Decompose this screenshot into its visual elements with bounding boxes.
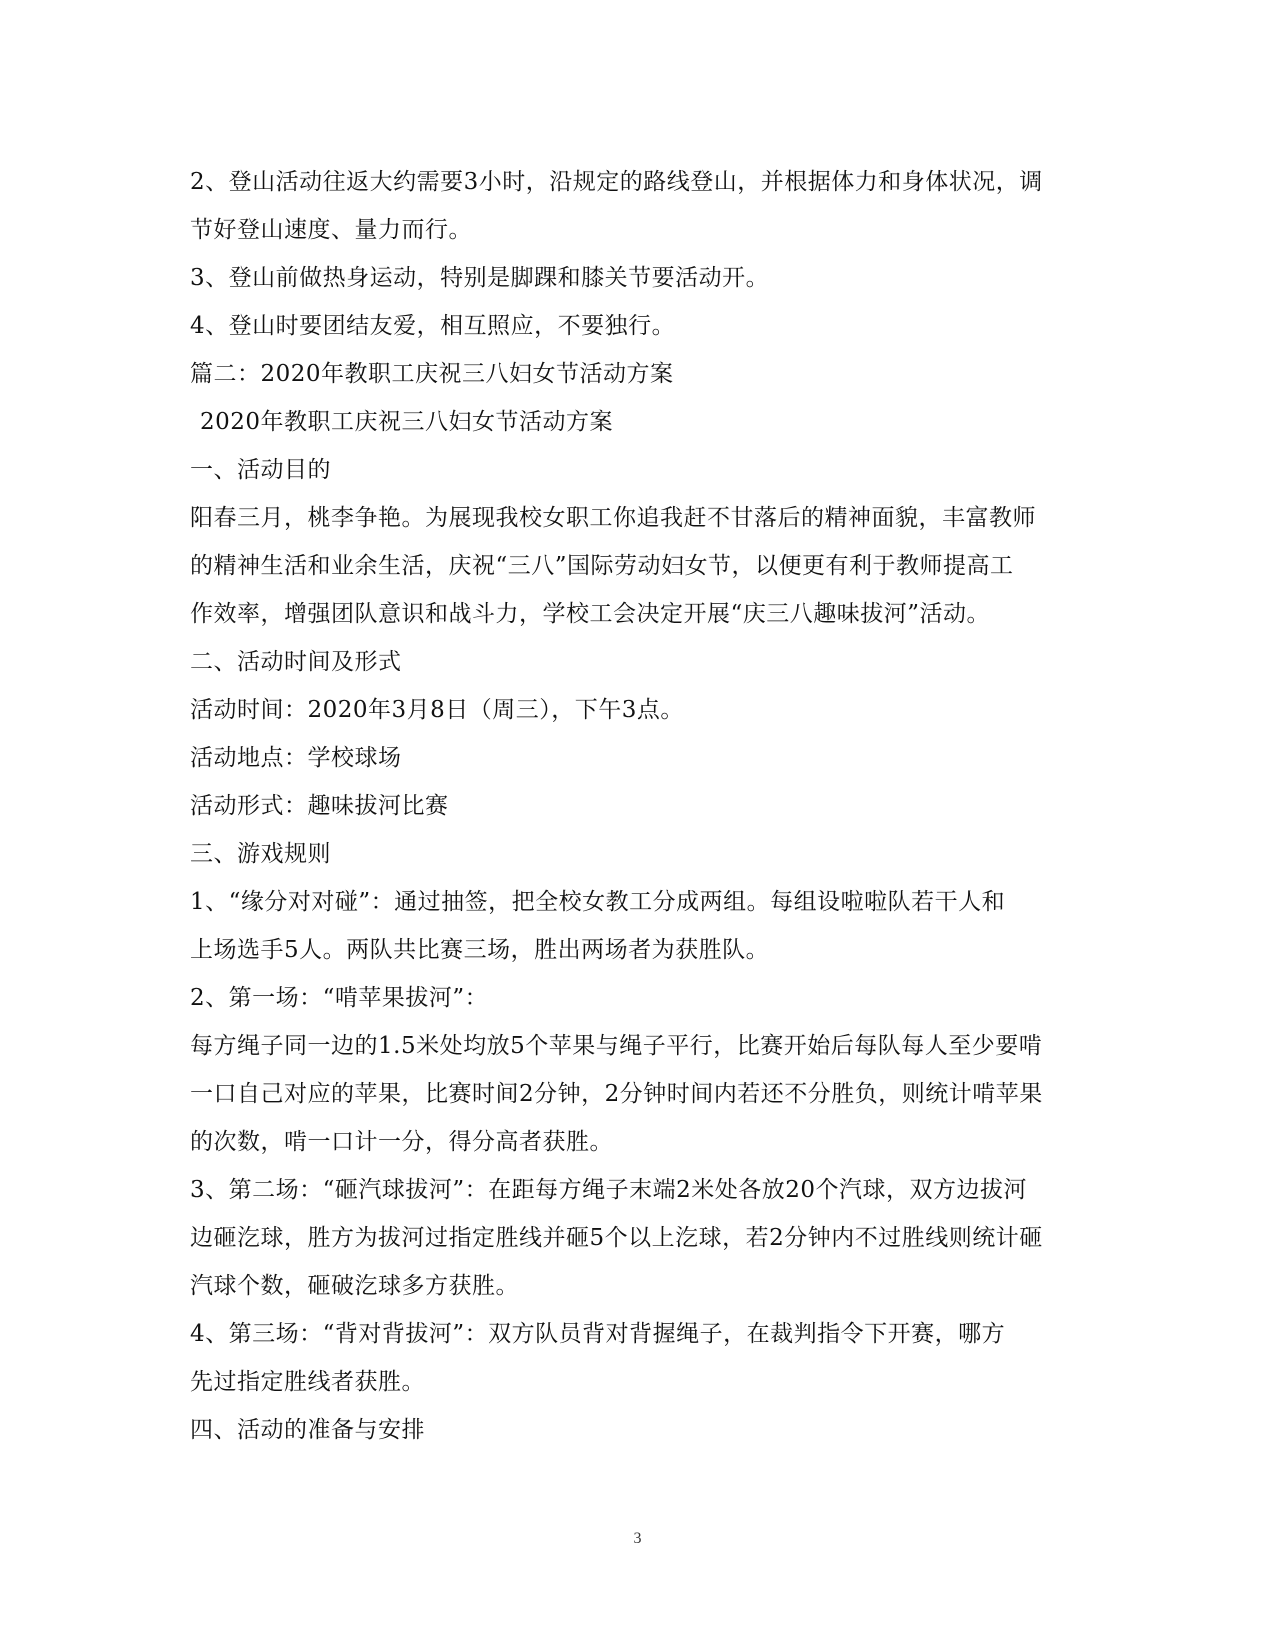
paragraph-line: 的精神生活和业余生活，庆祝“三八”国际劳动妇女节，以便更有利于教师提高工 xyxy=(190,553,1014,579)
paragraph-line: 活动时间：2020年3月8日（周三），下午3点。 xyxy=(190,697,684,723)
section-heading: 三、游戏规则 xyxy=(190,841,331,867)
section-heading: 一、活动目的 xyxy=(190,457,331,483)
paragraph-line: 作效率，增强团队意识和战斗力，学校工会决定开展“庆三八趣味拔河”活动。 xyxy=(190,601,991,627)
section-heading: 四、活动的准备与安排 xyxy=(190,1417,425,1443)
document-title: 2020年教职工庆祝三八妇女节活动方案 xyxy=(200,409,614,435)
paragraph-line: 3、登山前做热身运动，特别是脚踝和膝关节要活动开。 xyxy=(190,265,770,291)
paragraph-line: 1、“缘分对对碰”：通过抽签，把全校女教工分成两组。每组设啦啦队若干人和 xyxy=(190,889,1006,915)
page-number: 3 xyxy=(633,1530,642,1547)
paragraph-line: 先过指定胜线者获胜。 xyxy=(190,1369,425,1395)
paragraph-line: 一口自己对应的苹果，比赛时间2分钟，2分钟时间内若还不分胜负，则统计啃苹果 xyxy=(190,1081,1043,1107)
paragraph-line: 阳春三月，桃李争艳。为展现我校女职工你追我赶不甘落后的精神面貌，丰富教师 xyxy=(190,505,1036,531)
paragraph-line: 4、第三场：“背对背拔河”：双方队员背对背握绳子，在裁判指令下开赛，哪方 xyxy=(190,1321,1006,1347)
section-heading: 二、活动时间及形式 xyxy=(190,649,402,675)
paragraph-line: 活动形式：趣味拔河比赛 xyxy=(190,793,449,819)
paragraph-line: 4、登山时要团结友爱，相互照应，不要独行。 xyxy=(190,313,676,339)
paragraph-line: 每方绳子同一边的1.5米处均放5个苹果与绳子平行，比赛开始后每队每人至少要啃 xyxy=(190,1033,1043,1059)
paragraph-line: 的次数，啃一口计一分，得分高者获胜。 xyxy=(190,1129,613,1155)
paragraph-line: 上场选手5人。两队共比赛三场，胜出两场者为获胜队。 xyxy=(190,937,770,963)
paragraph-line: 活动地点：学校球场 xyxy=(190,745,402,771)
paragraph-line: 3、第二场：“砸汽球拔河”：在距每方绳子末端2米处各放20个汽球，双方边拔河 xyxy=(190,1177,1028,1203)
paragraph-line: 节好登山速度、量力而行。 xyxy=(190,217,472,243)
section-heading: 篇二：2020年教职工庆祝三八妇女节活动方案 xyxy=(190,361,674,387)
paragraph-line: 2、第一场：“啃苹果拔河”： xyxy=(190,985,489,1011)
paragraph-line: 2、登山活动往返大约需要3小时，沿规定的路线登山，并根据体力和身体状况，调 xyxy=(190,169,1043,195)
document-body xyxy=(190,158,1090,1454)
paragraph-line: 汽球个数，砸破汔球多方获胜。 xyxy=(190,1273,519,1299)
paragraph-line: 边砸汔球，胜方为拔河过指定胜线并砸5个以上汔球，若2分钟内不过胜线则统计砸 xyxy=(190,1225,1043,1251)
